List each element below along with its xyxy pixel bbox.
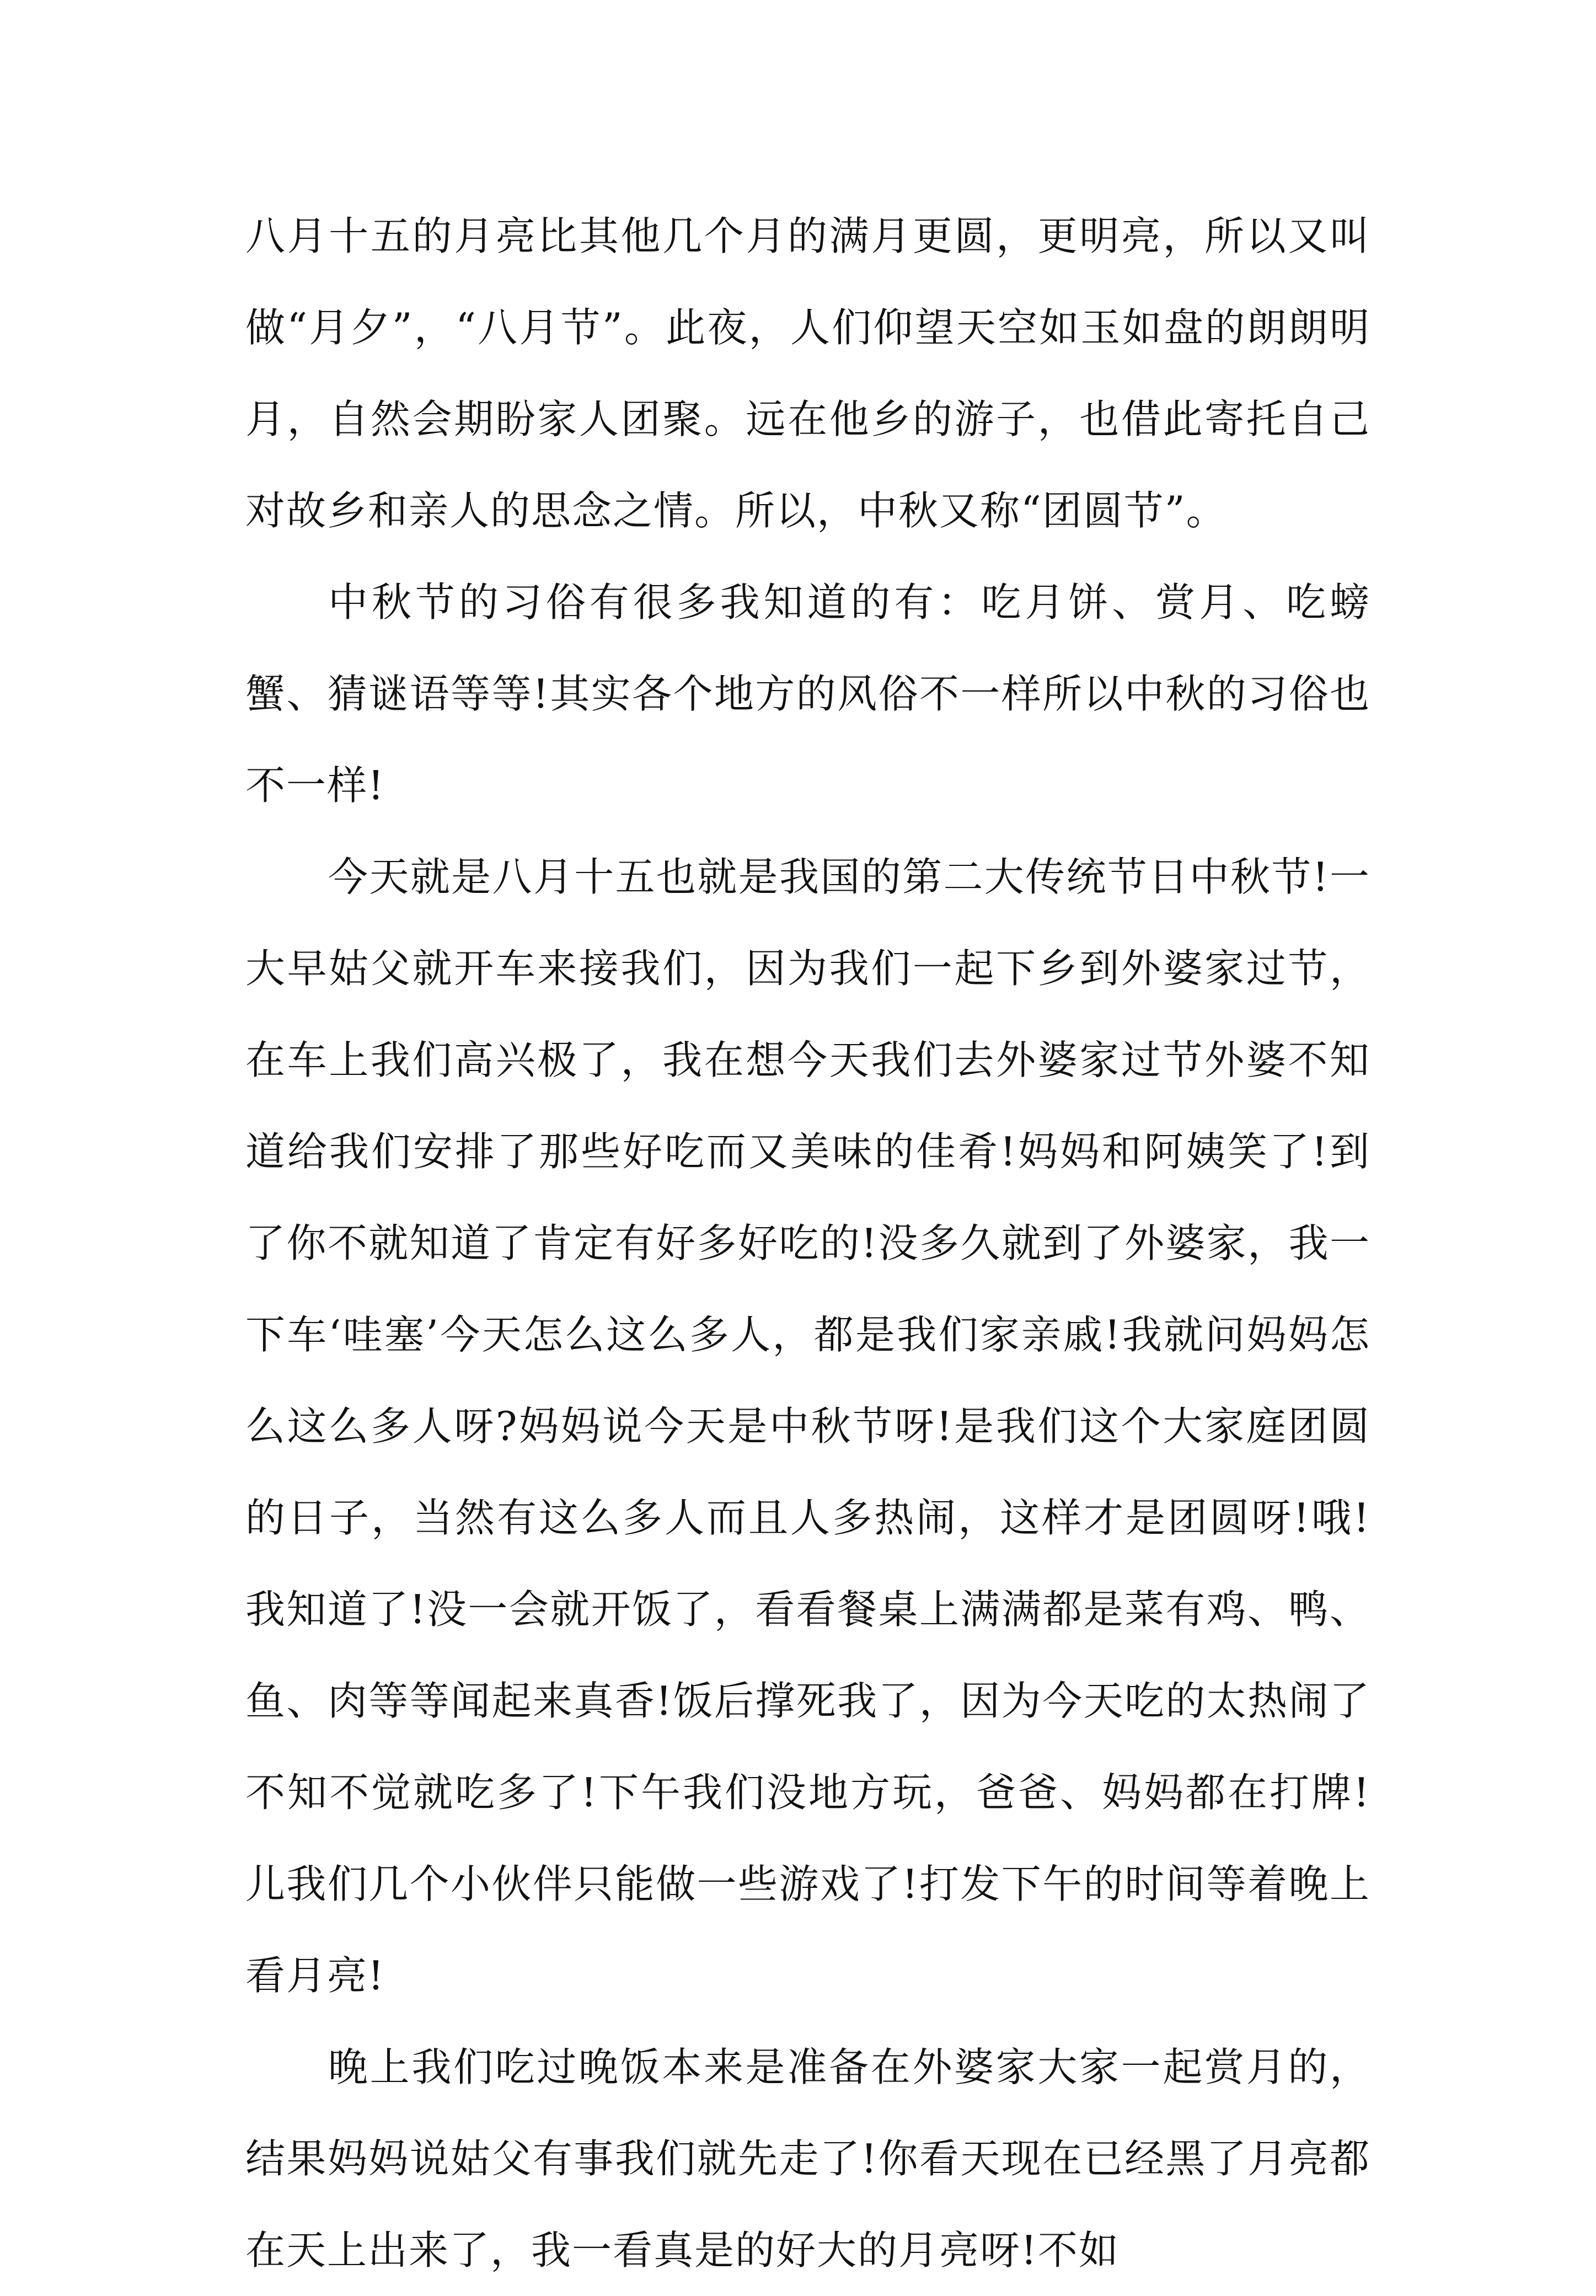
paragraph-2: 中秋节的习俗有很多我知道的有：吃月饼、赏月、吃螃蟹、猜谜语等等!其实各个地方的风俗不一样所以中秋的习俗也不一样! [245,579,1370,809]
body-text [245,190,1370,2296]
paragraph-4: 晚上我们吃过晚饭本来是准备在外婆家大家一起赏月的，结果妈妈说姑父有事我们就先走了!你看天现在已经黑了月亮都在天上出来了，我一看真是的好大的月亮呀!不如 [245,2044,1370,2273]
paragraph-3: 今天就是八月十五也就是我国的第二大传统节日中秋节!一大早姑父就开车来接我们，因为我们一起下乡到外婆家过节，在车上我们高兴极了，我在想今天我们去外婆家过节外婆不知道给我们安排了那些好吃而又美味的佳肴!妈妈和阿姨笑了!到了你不就知道了肯定有好多好吃的!没多久就到了外婆家，我一下车‘哇塞’今天怎么这么多人，都是我们家亲戚!我就问妈妈怎么这么多人呀?妈妈说今天是中秋节呀!是我们这个大家庭团圆的日子，当然有这么多人而且人多热闹，这样才是团圆呀!哦!我知道了!没一会就开饭了，看看餐桌上满满都是菜有鸡、鸭、鱼、肉等等闻起来真香!饭后撑死我了，因为今天吃的太热闹了不知不觉就吃多了!下午我们没地方玩，爸爸、妈妈都在打牌!儿我们几个小伙伴只能做一些游戏了!打发下午的时间等着晚上看月亮! [245,854,1370,1999]
paragraph-1: 八月十五的月亮比其他几个月的满月更圆，更明亮，所以又叫做“月夕”，“八月节”。此夜，人们仰望天空如玉如盘的朗朗明月，自然会期盼家人团聚。远在他乡的游子，也借此寄托自己对故乡和亲人的思念之情。所以，中秋又称“团圆节”。 [245,213,1370,534]
